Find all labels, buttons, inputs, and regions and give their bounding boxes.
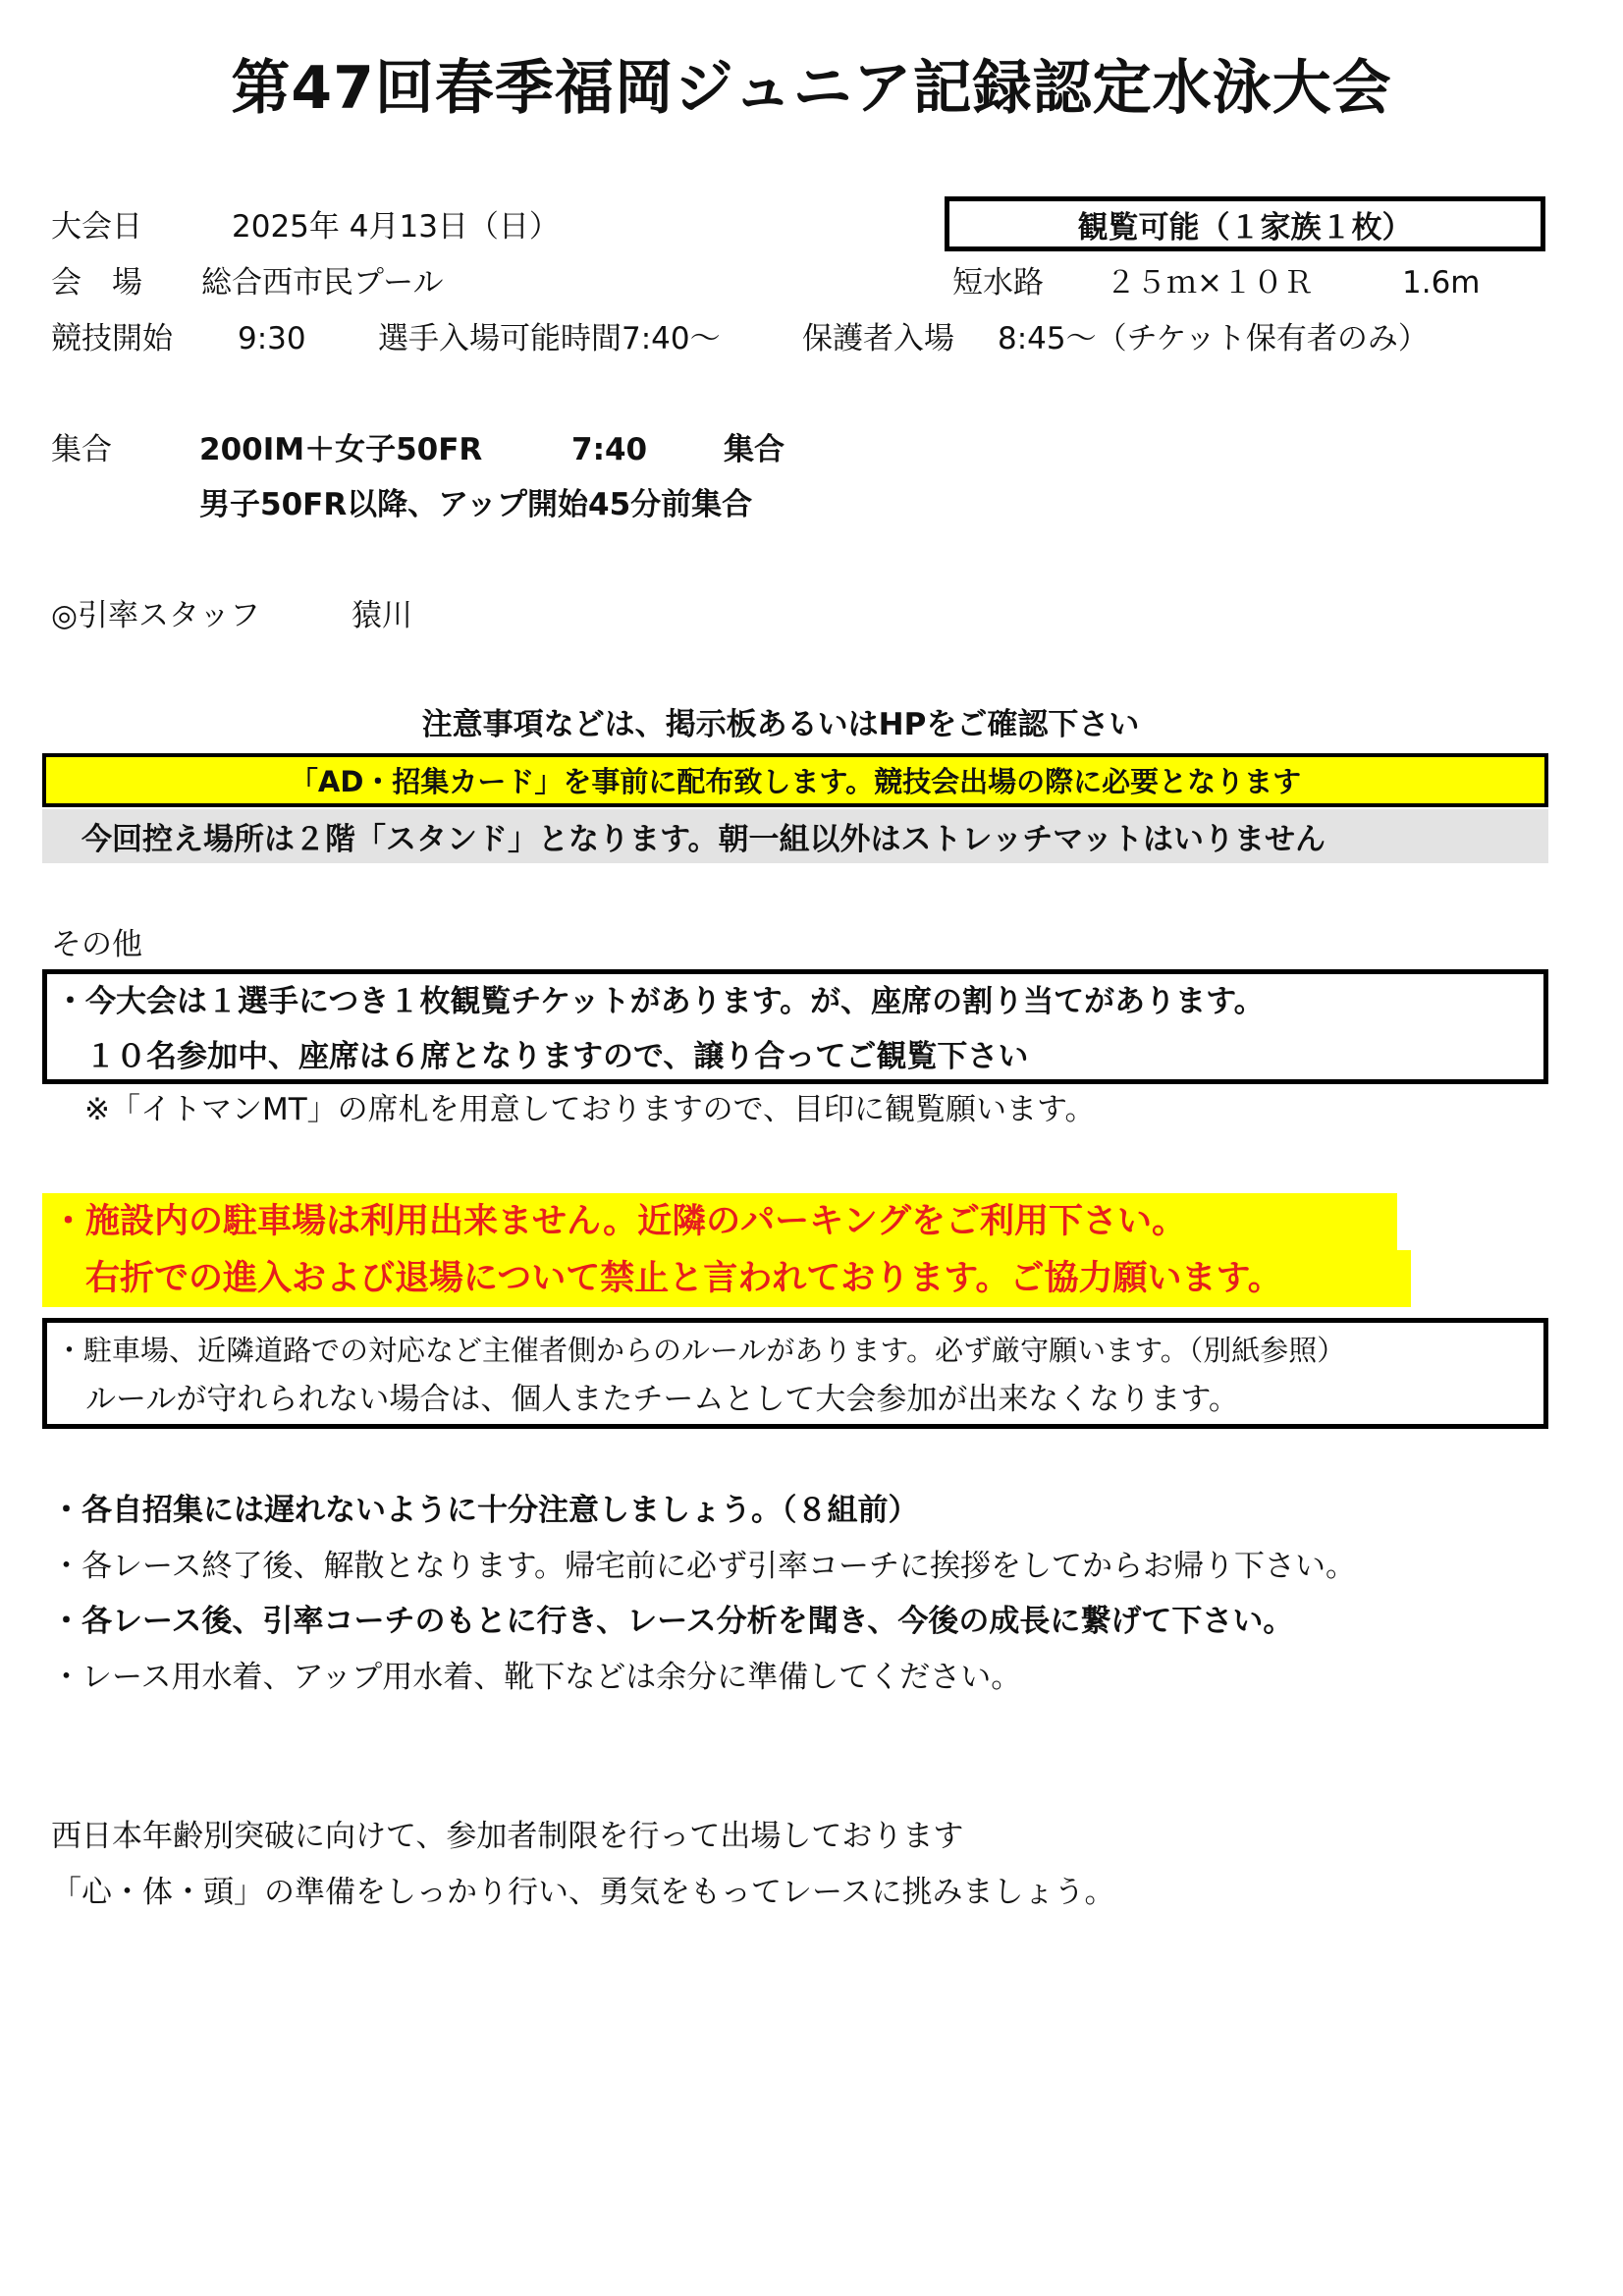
venue-label: 会 場 <box>51 265 142 301</box>
assembly-time: 7:40 <box>571 432 648 467</box>
assembly-label: 集合 <box>51 432 112 467</box>
assembly-event: 200IM＋女子50FR <box>199 432 483 467</box>
viewing-box: 観覧可能（１家族１枚） <box>945 196 1545 251</box>
closing-line1: 西日本年齢別突破に向けて、参加者制限を行って出場しております <box>51 1819 964 1854</box>
course-value: ２５ｍ×１０Ｒ <box>1106 265 1314 301</box>
parking-warning-line1: ・施設内の駐車場は利用出来ません。近隣のパーキングをご利用下さい。 <box>51 1202 1187 1241</box>
ad-card-notice: 「AD・招集カード」を事前に配布致します。競技会出場の際に必要となります <box>42 753 1548 807</box>
notice-heading: 注意事項などは、掲示板あるいはHPをご確認下さい <box>421 707 1140 742</box>
course-label: 短水路 <box>952 265 1044 301</box>
athlete-entry-time: 選手入場可能時間7:40～ <box>378 321 721 356</box>
staff-label: ◎引率スタッフ <box>51 598 261 633</box>
bullet-item: ・各レース終了後、解散となります。帰宅前に必ず引率コーチに挨拶をしてからお帰り下さい。 <box>51 1549 1356 1584</box>
bullet-item: ・レース用水着、アップ用水着、靴下などは余分に準備してください。 <box>51 1660 1022 1695</box>
venue-value: 総合西市民プール <box>201 265 444 301</box>
assembly-line2: 男子50FR以降、アップ開始45分前集合 <box>199 487 753 522</box>
ticket-line1: ・今大会は１選手につき１枚観覧チケットがあります。が、座席の割り当てがあります。 <box>55 984 1265 1019</box>
start-label: 競技開始 <box>51 321 173 356</box>
parking-rule-line1: ・駐車場、近隣道路での対応など主催者側からのルールがあります。必ず厳守願います。（別紙参照） <box>55 1334 1346 1367</box>
parking-rule-line2: ルールが守れられない場合は、個人またチームとして大会参加が出来なくなります。 <box>55 1382 1239 1417</box>
date-label: 大会日 <box>51 209 142 245</box>
closing-line2: 「心・体・頭」の準備をしっかり行い、勇気をもってレースに挑みましょう。 <box>51 1875 1115 1910</box>
guardian-value: 8:45～（チケット保有者のみ） <box>998 321 1429 356</box>
assembly-word: 集合 <box>724 432 784 467</box>
other-label: その他 <box>51 927 142 962</box>
page-title: 第47回春季福岡ジュニア記録認定水泳大会 <box>231 54 1392 123</box>
ticket-note: ※「イトマンMT」の席札を用意しておりますので、目印に観覧願います。 <box>84 1092 1096 1127</box>
start-value: 9:30 <box>238 321 306 356</box>
staff-name: 猿川 <box>352 598 412 633</box>
parking-warning-line2: 右折での進入および退場について禁止と言われております。ご協力願います。 <box>51 1259 1282 1298</box>
ticket-line2: １０名参加中、座席は６席となりますので、譲り合ってご観覧下さい <box>55 1039 1029 1074</box>
waiting-area-notice: 今回控え場所は２階「スタンド」となります。朝一組以外はストレッチマットはいりません <box>42 809 1548 863</box>
bullet-item: ・各自招集には遅れないように十分注意しましょう。（８組前） <box>51 1493 919 1528</box>
bullet-item: ・各レース後、引率コーチのもとに行き、レース分析を聞き、今後の成長に繋げて下さい。 <box>51 1604 1294 1639</box>
pool-depth: 1.6m <box>1402 265 1481 301</box>
parking-rules-box <box>42 1318 1548 1429</box>
parking-highlight-tail <box>1397 1250 1411 1307</box>
guardian-label: 保護者入場 <box>802 321 954 356</box>
ticket-box <box>42 969 1548 1084</box>
date-value: 2025年 4月13日（日） <box>232 209 560 245</box>
